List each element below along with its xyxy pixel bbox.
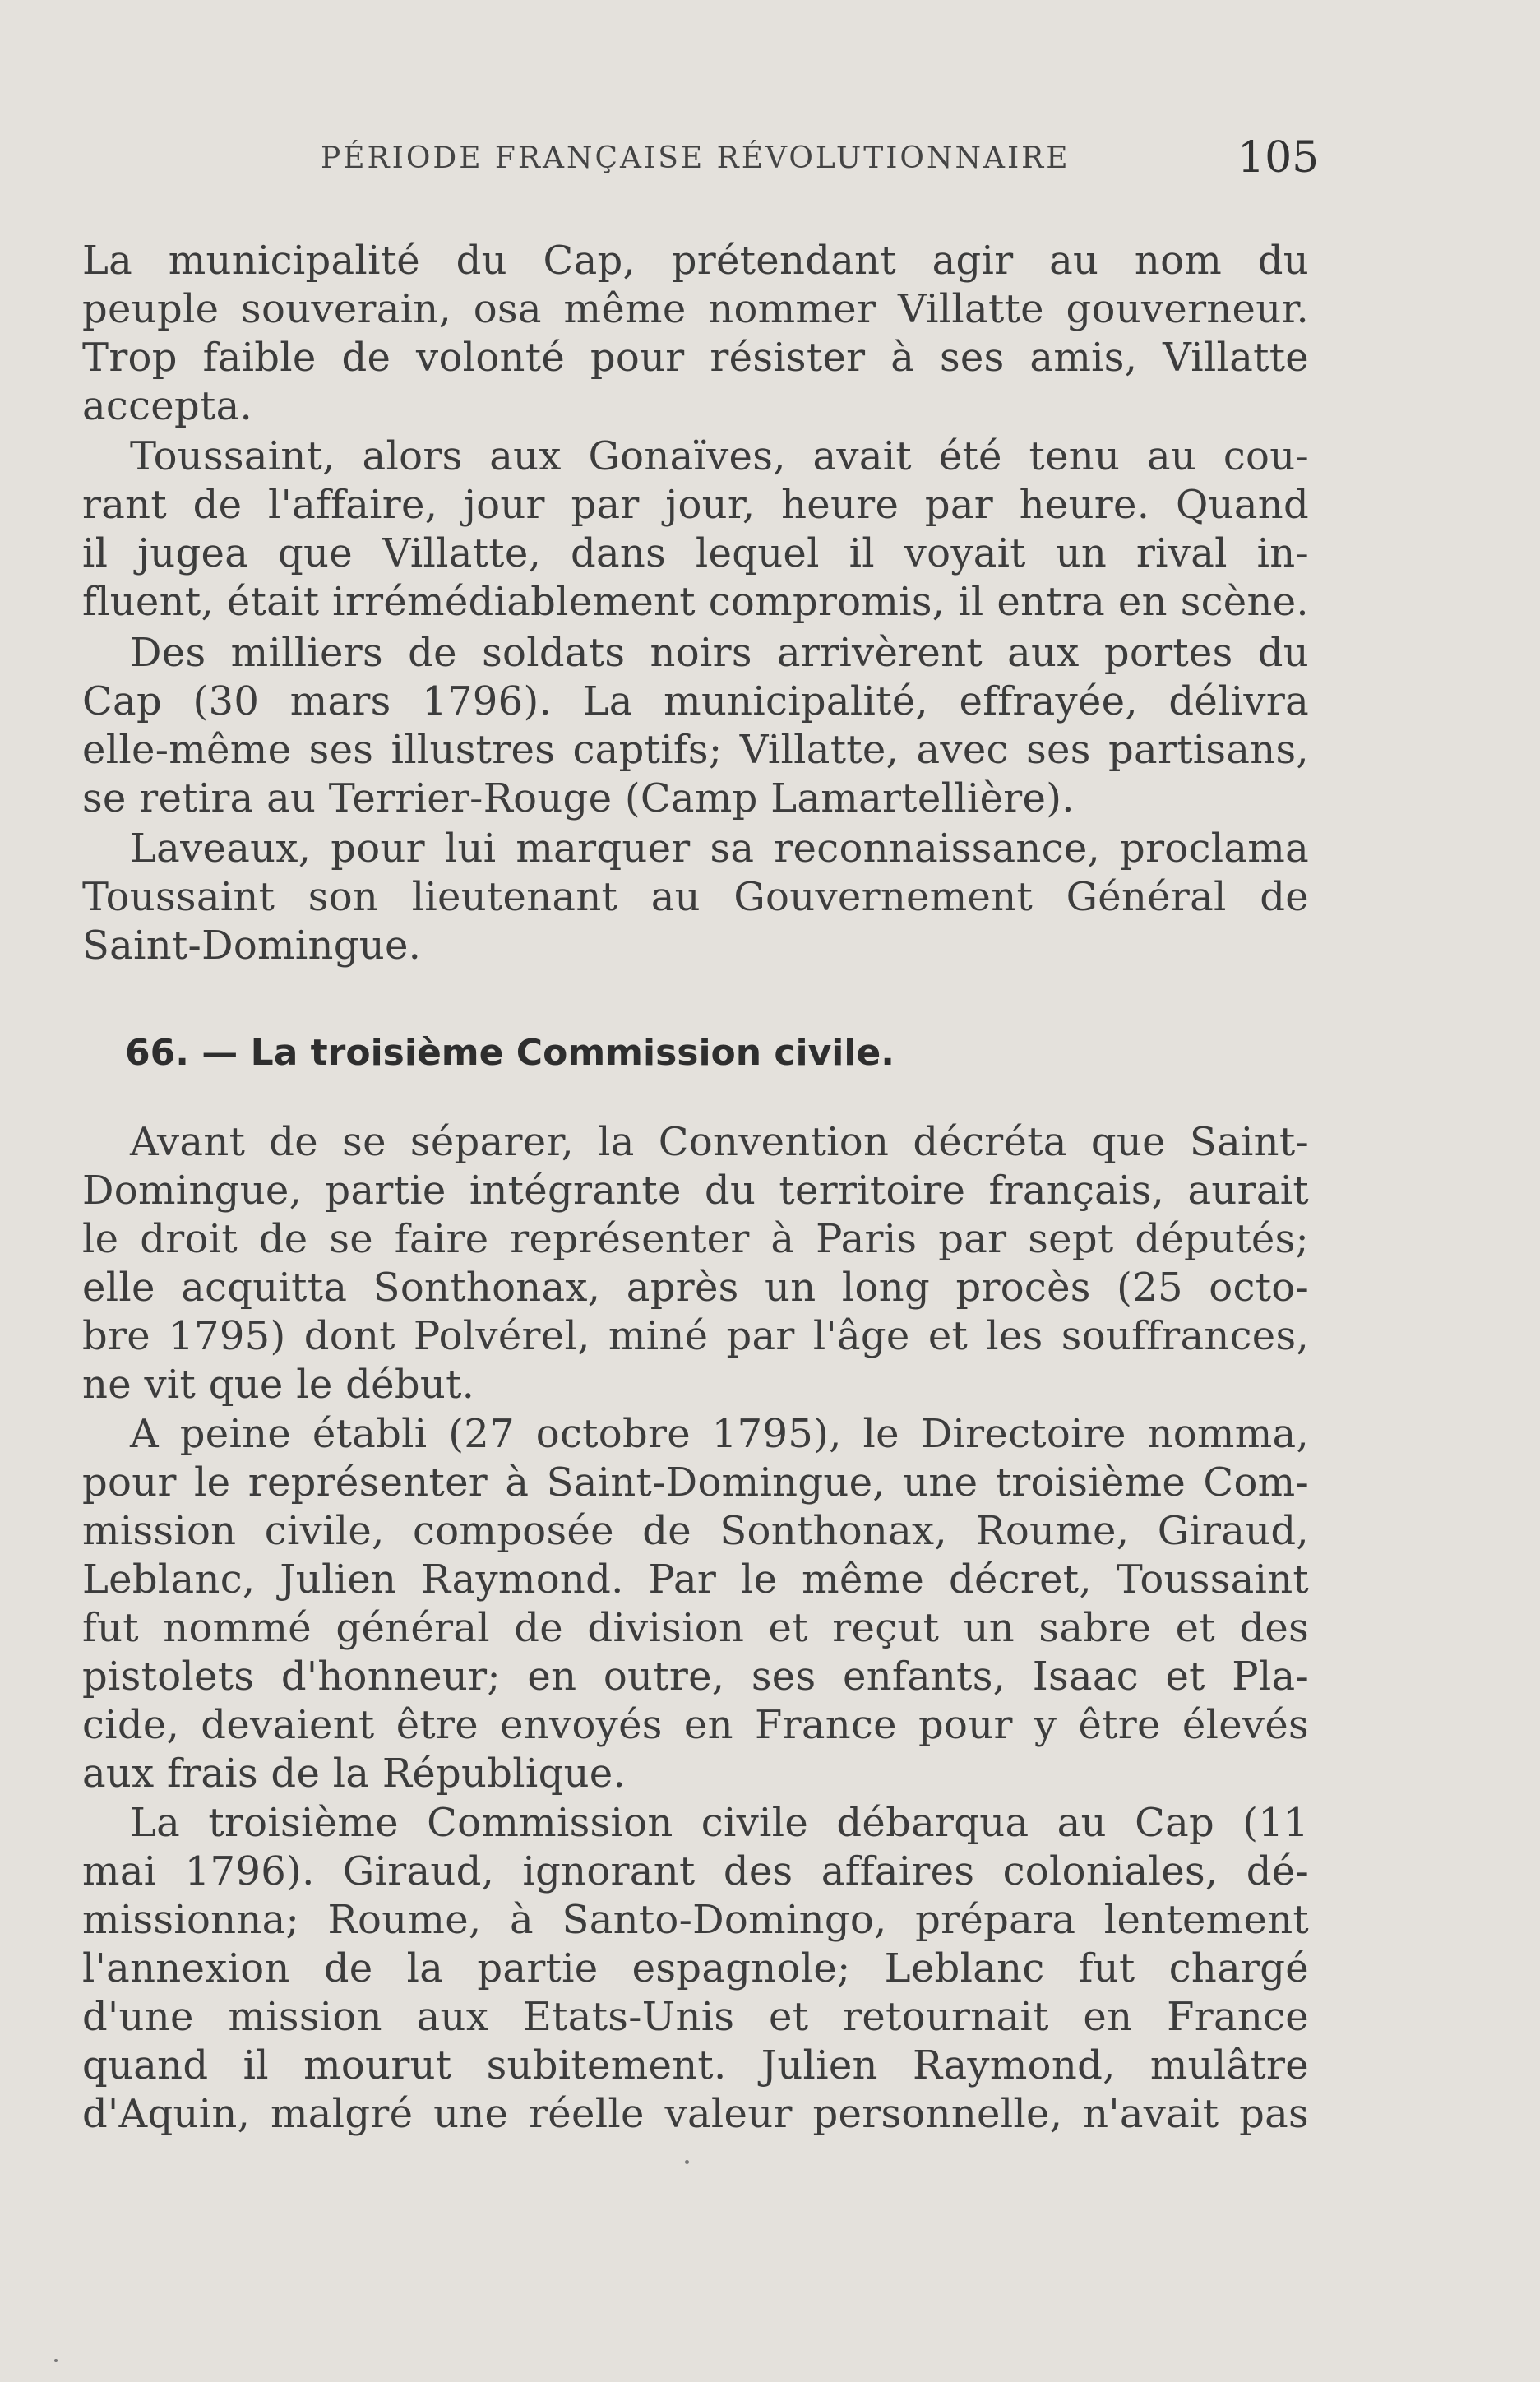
text-line: peuple souverain, osa même nommer Villatte gouverneur.: [82, 286, 1309, 332]
text-line: La troisième Commission civile débarqua au Cap (11: [130, 1800, 1309, 1846]
paragraph: [82, 825, 1309, 970]
paragraph: [82, 1799, 1309, 2139]
paragraph: [82, 629, 1309, 823]
paragraph: [82, 1118, 1309, 1409]
text-line: A peine établi (27 octobre 1795), le Directoire nomma,: [130, 1411, 1309, 1457]
text-line: ne vit que le début.: [82, 1362, 475, 1408]
text-line: missionna; Roume, à Santo-Domingo, prépara lentement: [82, 1897, 1309, 1943]
section-heading: 66. — La troisième Commission civile.: [125, 1032, 895, 1074]
text-line: fut nommé général de division et reçut un sabre et des: [82, 1605, 1309, 1651]
text-line: l'annexion de la partie espagnole; Leblanc fut chargé: [82, 1945, 1309, 1991]
text-line: mai 1796). Giraud, ignorant des affaires coloniales, dé-: [82, 1848, 1309, 1894]
text-line: se retira au Terrier-Rouge (Camp Lamartellière).: [82, 775, 1075, 821]
page-number: 105: [1237, 133, 1320, 183]
text-line: Trop faible de volonté pour résister à ses amis, Villatte: [82, 335, 1309, 381]
text-line: elle acquitta Sonthonax, après un long procès (25 octo-: [82, 1265, 1309, 1311]
text-line: La municipalité du Cap, prétendant agir au nom du: [82, 238, 1309, 284]
text-line: Avant de se séparer, la Convention décréta que Saint-: [130, 1119, 1309, 1165]
scan-speck: [685, 2160, 689, 2164]
paragraph: [82, 237, 1309, 431]
text-line: il jugea que Villatte, dans lequel il voyait un rival in-: [82, 530, 1309, 576]
text-line: pour le représenter à Saint-Domingue, une troisième Com-: [82, 1459, 1309, 1506]
text-line: pistolets d'honneur; en outre, ses enfants, Isaac et Pla-: [82, 1654, 1309, 1700]
text-line: bre 1795) dont Polvérel, miné par l'âge et les souffrances,: [82, 1313, 1309, 1359]
text-line: Toussaint, alors aux Gonaïves, avait été tenu au cou-: [130, 433, 1309, 479]
paragraph: [82, 432, 1309, 627]
text-line: rant de l'affaire, jour par jour, heure par heure. Quand: [82, 482, 1309, 528]
text-line: fluent, était irrémédiablement compromis, il entra en scène.: [82, 579, 1309, 625]
text-line: Laveaux, pour lui marquer sa reconnaissance, proclama: [130, 826, 1309, 872]
text-line: d'une mission aux Etats-Unis et retournait en France: [82, 1994, 1309, 2040]
text-line: mission civile, composée de Sonthonax, Roume, Giraud,: [82, 1508, 1309, 1554]
text-line: quand il mourut subitement. Julien Raymond, mulâtre: [82, 2042, 1309, 2088]
text-line: Des milliers de soldats noirs arrivèrent aux portes du: [130, 630, 1309, 676]
text-line: d'Aquin, malgré une réelle valeur personnelle, n'avait pas: [82, 2091, 1309, 2137]
text-line: Cap (30 mars 1796). La municipalité, effrayée, délivra: [82, 678, 1309, 724]
text-line: aux frais de la République.: [82, 1751, 627, 1797]
text-line: Domingue, partie intégrante du territoire français, aurait: [82, 1168, 1309, 1214]
text-line: accepta.: [82, 383, 253, 429]
paragraph: [82, 1410, 1309, 1798]
text-line: le droit de se faire représenter à Paris par sept députés;: [82, 1216, 1309, 1262]
text-line: elle-même ses illustres captifs; Villatte, avec ses partisans,: [82, 727, 1309, 773]
scan-speck: [54, 2359, 58, 2362]
text-line: cide, devaient être envoyés en France pour y être élevés: [82, 1702, 1309, 1748]
running-title: PÉRIODE FRANÇAISE RÉVOLUTIONNAIRE: [321, 141, 1071, 175]
text-line: Saint-Domingue.: [82, 923, 422, 969]
text-line: Toussaint son lieutenant au Gouvernement Général de: [82, 874, 1309, 920]
text-line: Leblanc, Julien Raymond. Par le même décret, Toussaint: [82, 1556, 1309, 1603]
